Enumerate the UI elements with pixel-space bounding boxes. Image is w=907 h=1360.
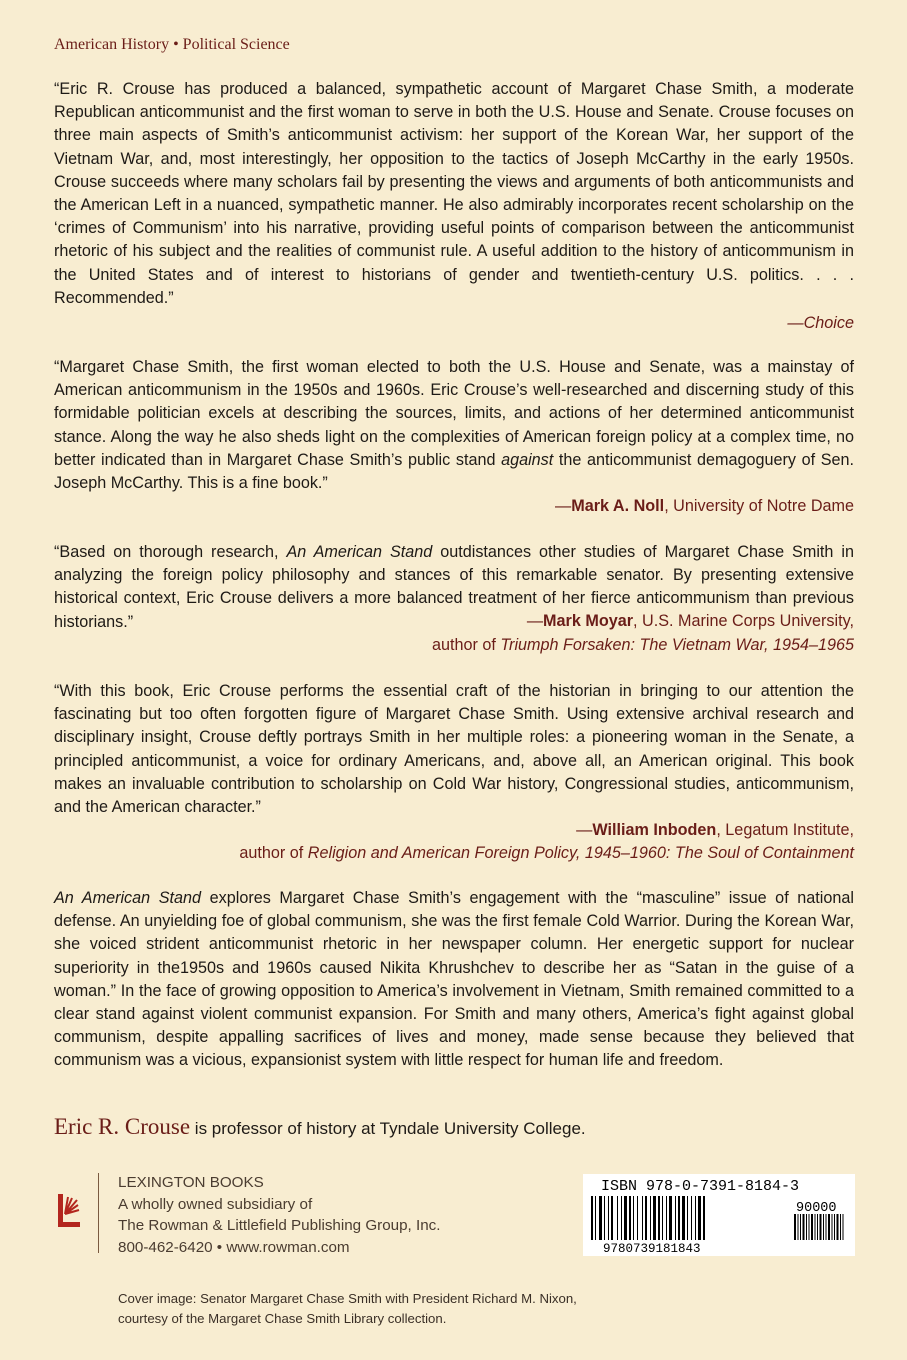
barcode-bar	[800, 1214, 801, 1240]
barcode-bar	[803, 1214, 805, 1240]
barcode-bar	[809, 1214, 810, 1240]
review-quote-3: “Based on thorough research, An American Stand outdistances other studies of Margaret Chase Smith in analyzing the foreign policy philosophy and stances of this remarkable senator. By presenting extensive historical context, Eric Crouse delivers a more balanced treatment of her fierce anticommunism than previous historians.”	[54, 543, 854, 631]
barcode-bar	[798, 1214, 799, 1240]
barcode-bar	[823, 1214, 824, 1240]
barcode-bar	[828, 1214, 830, 1240]
barcode-bar	[608, 1196, 609, 1240]
barcode-bar	[815, 1214, 816, 1240]
barcode-bar	[599, 1196, 602, 1240]
barcode-bar	[642, 1196, 643, 1240]
reviewer-name: Mark Moyar	[543, 612, 634, 630]
barcode-bar	[840, 1214, 841, 1240]
ean-digits: 9780739181843	[603, 1242, 701, 1254]
review-attribution-1: —Choice	[787, 314, 854, 332]
author-bio: Eric R. Crouse is professor of history at Tyndale University College.	[54, 1114, 586, 1139]
publisher-info	[118, 1172, 440, 1258]
barcode-bar	[675, 1196, 676, 1240]
barcode-bar	[662, 1196, 663, 1240]
barcode-bar	[832, 1214, 833, 1240]
isbn-barcode	[583, 1174, 855, 1256]
barcode-bar	[843, 1214, 844, 1240]
price-code: 90000	[796, 1201, 837, 1216]
barcode-bar	[650, 1196, 651, 1240]
barcode-bar	[806, 1214, 807, 1240]
book-description: An American Stand explores Margaret Chase Smith’s engagement with the “masculine” issue of national defense. An unyielding foe of global communism, she was the first female Cold Warrior. During the Korean War, she voiced strident anticommunist rhetoric in her newspaper column. Her energetic support for nuclear superiority in the1950s and 1960s caused Nikita Khrushchev to describe her as “Satan in the guise of a woman.” In the face of growing opposition to America’s involvement in Vietnam, Smith remained committed to a clear stand against violent communist expansion. For Smith and many others, America’s fight against global communism, despite appalling sacrifices of lives and money, made sense because they believed that communism was a vicious, expansionist system with little respect for human life and freedom.	[54, 889, 854, 1070]
barcode-bar	[834, 1214, 835, 1240]
barcode-bar	[624, 1196, 627, 1240]
isbn-number: ISBN 978-0-7391-8184-3	[601, 1178, 800, 1195]
barcode-bar	[633, 1196, 634, 1240]
barcode-bar	[691, 1196, 692, 1240]
review-attribution-2: —Mark A. Noll, University of Notre Dame	[555, 497, 854, 515]
barcode-bar	[811, 1214, 813, 1240]
barcode-bar	[695, 1196, 696, 1240]
barcode-bar	[629, 1196, 631, 1240]
barcode-bar	[820, 1214, 822, 1240]
publisher-line: A wholly owned subsidiary of	[118, 1195, 313, 1213]
reviewer-name: Mark A. Noll	[571, 497, 665, 515]
credit-line: courtesy of the Margaret Chase Smith Library collection.	[118, 1310, 447, 1326]
barcode-bar	[794, 1214, 796, 1240]
barcode-bar	[703, 1196, 705, 1240]
barcode-bar	[678, 1196, 680, 1240]
barcode-bar	[817, 1214, 818, 1240]
barcode-bar	[591, 1196, 593, 1240]
review-quote-1: “Eric R. Crouse has produced a balanced, sympathetic account of Margaret Chase Smith, a moderate Republican anticommunist and the first woman to serve in both the U.S. House and Senate. Crouse focuses on three main aspects of Smith’s anticommunist activism: her support of the Korean War, her support of the Vietnam War, and, most interestingly, her opposition to the tactics of Joseph McCarthy in the early 1950s. Crouse succeeds where many scholars fail by presenting the views and arguments of both anticommunists and the American Left in a nuanced, sympathetic manner. He also admirably incorporates recent scholarship on the ‘crimes of Communism’ into his narrative, providing useful points of comparison between the anticommunist rhetoric of his subject and the realities of communist rule. A useful addition to the history of anticommunism in the United States and of interest to historians of gender and twentieth-century U.S. politics. . . . Recommended.”	[54, 80, 854, 307]
barcode-bar	[617, 1196, 618, 1240]
review-attribution-3: —Mark Moyar, U.S. Marine Corps University,	[526, 612, 854, 630]
barcode-bar	[637, 1196, 638, 1240]
author-name: Eric R. Crouse	[54, 1114, 191, 1139]
review-quote-2: “Margaret Chase Smith, the first woman elected to both the U.S. House and Senate, was a mainstay of American anticommunism in the 1950s and 1960s. Eric Crouse’s well-researched and discerning study of this formidable politician excels at describing the sources, limits, and actions of her determined anticommunist stance. Along the way he also sheds light on the complexities of American foreign policy at a complex time, no better indicated than in Margaret Chase Smith’s public stand against the anticommunist demagoguery of Sen. Joseph McCarthy. This is a fine book.”	[54, 358, 854, 493]
barcode-bar	[682, 1196, 685, 1240]
reviewer-name: William Inboden	[592, 821, 717, 839]
barcode-bars	[589, 1196, 849, 1254]
review-quote-4: “With this book, Eric Crouse performs the essential craft of the historian in bringing to our attention the fascinating but too often forgotten figure of Margaret Chase Smith. Using extensive archival research and disciplinary insight, Crouse deftly portrays Smith in her multiple roles: a pioneering woman in the Senate, a principled anticommunist, a voice for ordinary Americans, and, above all, an American original. This book makes an invaluable contribution to scholarship on Cold War history, Congressional studies, anticommunism, and the American character.”	[54, 682, 854, 817]
review-book-3: author of Triumph Forsaken: The Vietnam War, 1954–1965	[431, 636, 854, 654]
cover-credit	[118, 1289, 577, 1328]
barcode-bar	[687, 1196, 688, 1240]
review-book-4: author of Religion and American Foreign Policy, 1945–1960: The Soul of Containment	[239, 844, 854, 862]
barcode-bar	[837, 1214, 839, 1240]
barcode-bar	[826, 1214, 827, 1240]
barcode-bar	[595, 1196, 596, 1240]
publisher-logo-icon	[50, 1190, 84, 1230]
publisher-line: The Rowman & Littlefield Publishing Group, Inc.	[118, 1217, 441, 1234]
barcode-bar	[698, 1196, 701, 1240]
barcode-bar	[653, 1196, 656, 1240]
publisher-divider	[98, 1173, 99, 1253]
barcode-bar	[611, 1196, 613, 1240]
review-source: Choice	[803, 314, 854, 332]
publisher-contact: 800-462-6420 • www.rowman.com	[118, 1238, 350, 1256]
category-heading: American History • Political Science	[54, 36, 290, 53]
credit-line: Cover image: Senator Margaret Chase Smith with President Richard M. Nixon,	[118, 1291, 577, 1306]
publisher-name: LEXINGTON BOOKS	[118, 1174, 264, 1191]
barcode-bar	[621, 1196, 622, 1240]
barcode-bar	[666, 1196, 667, 1240]
barcode-bar	[645, 1196, 647, 1240]
review-attribution-4: —William Inboden, Legatum Institute,	[576, 821, 854, 839]
barcode-bar	[604, 1196, 605, 1240]
barcode-bar	[658, 1196, 660, 1240]
barcode-bar	[669, 1196, 672, 1240]
